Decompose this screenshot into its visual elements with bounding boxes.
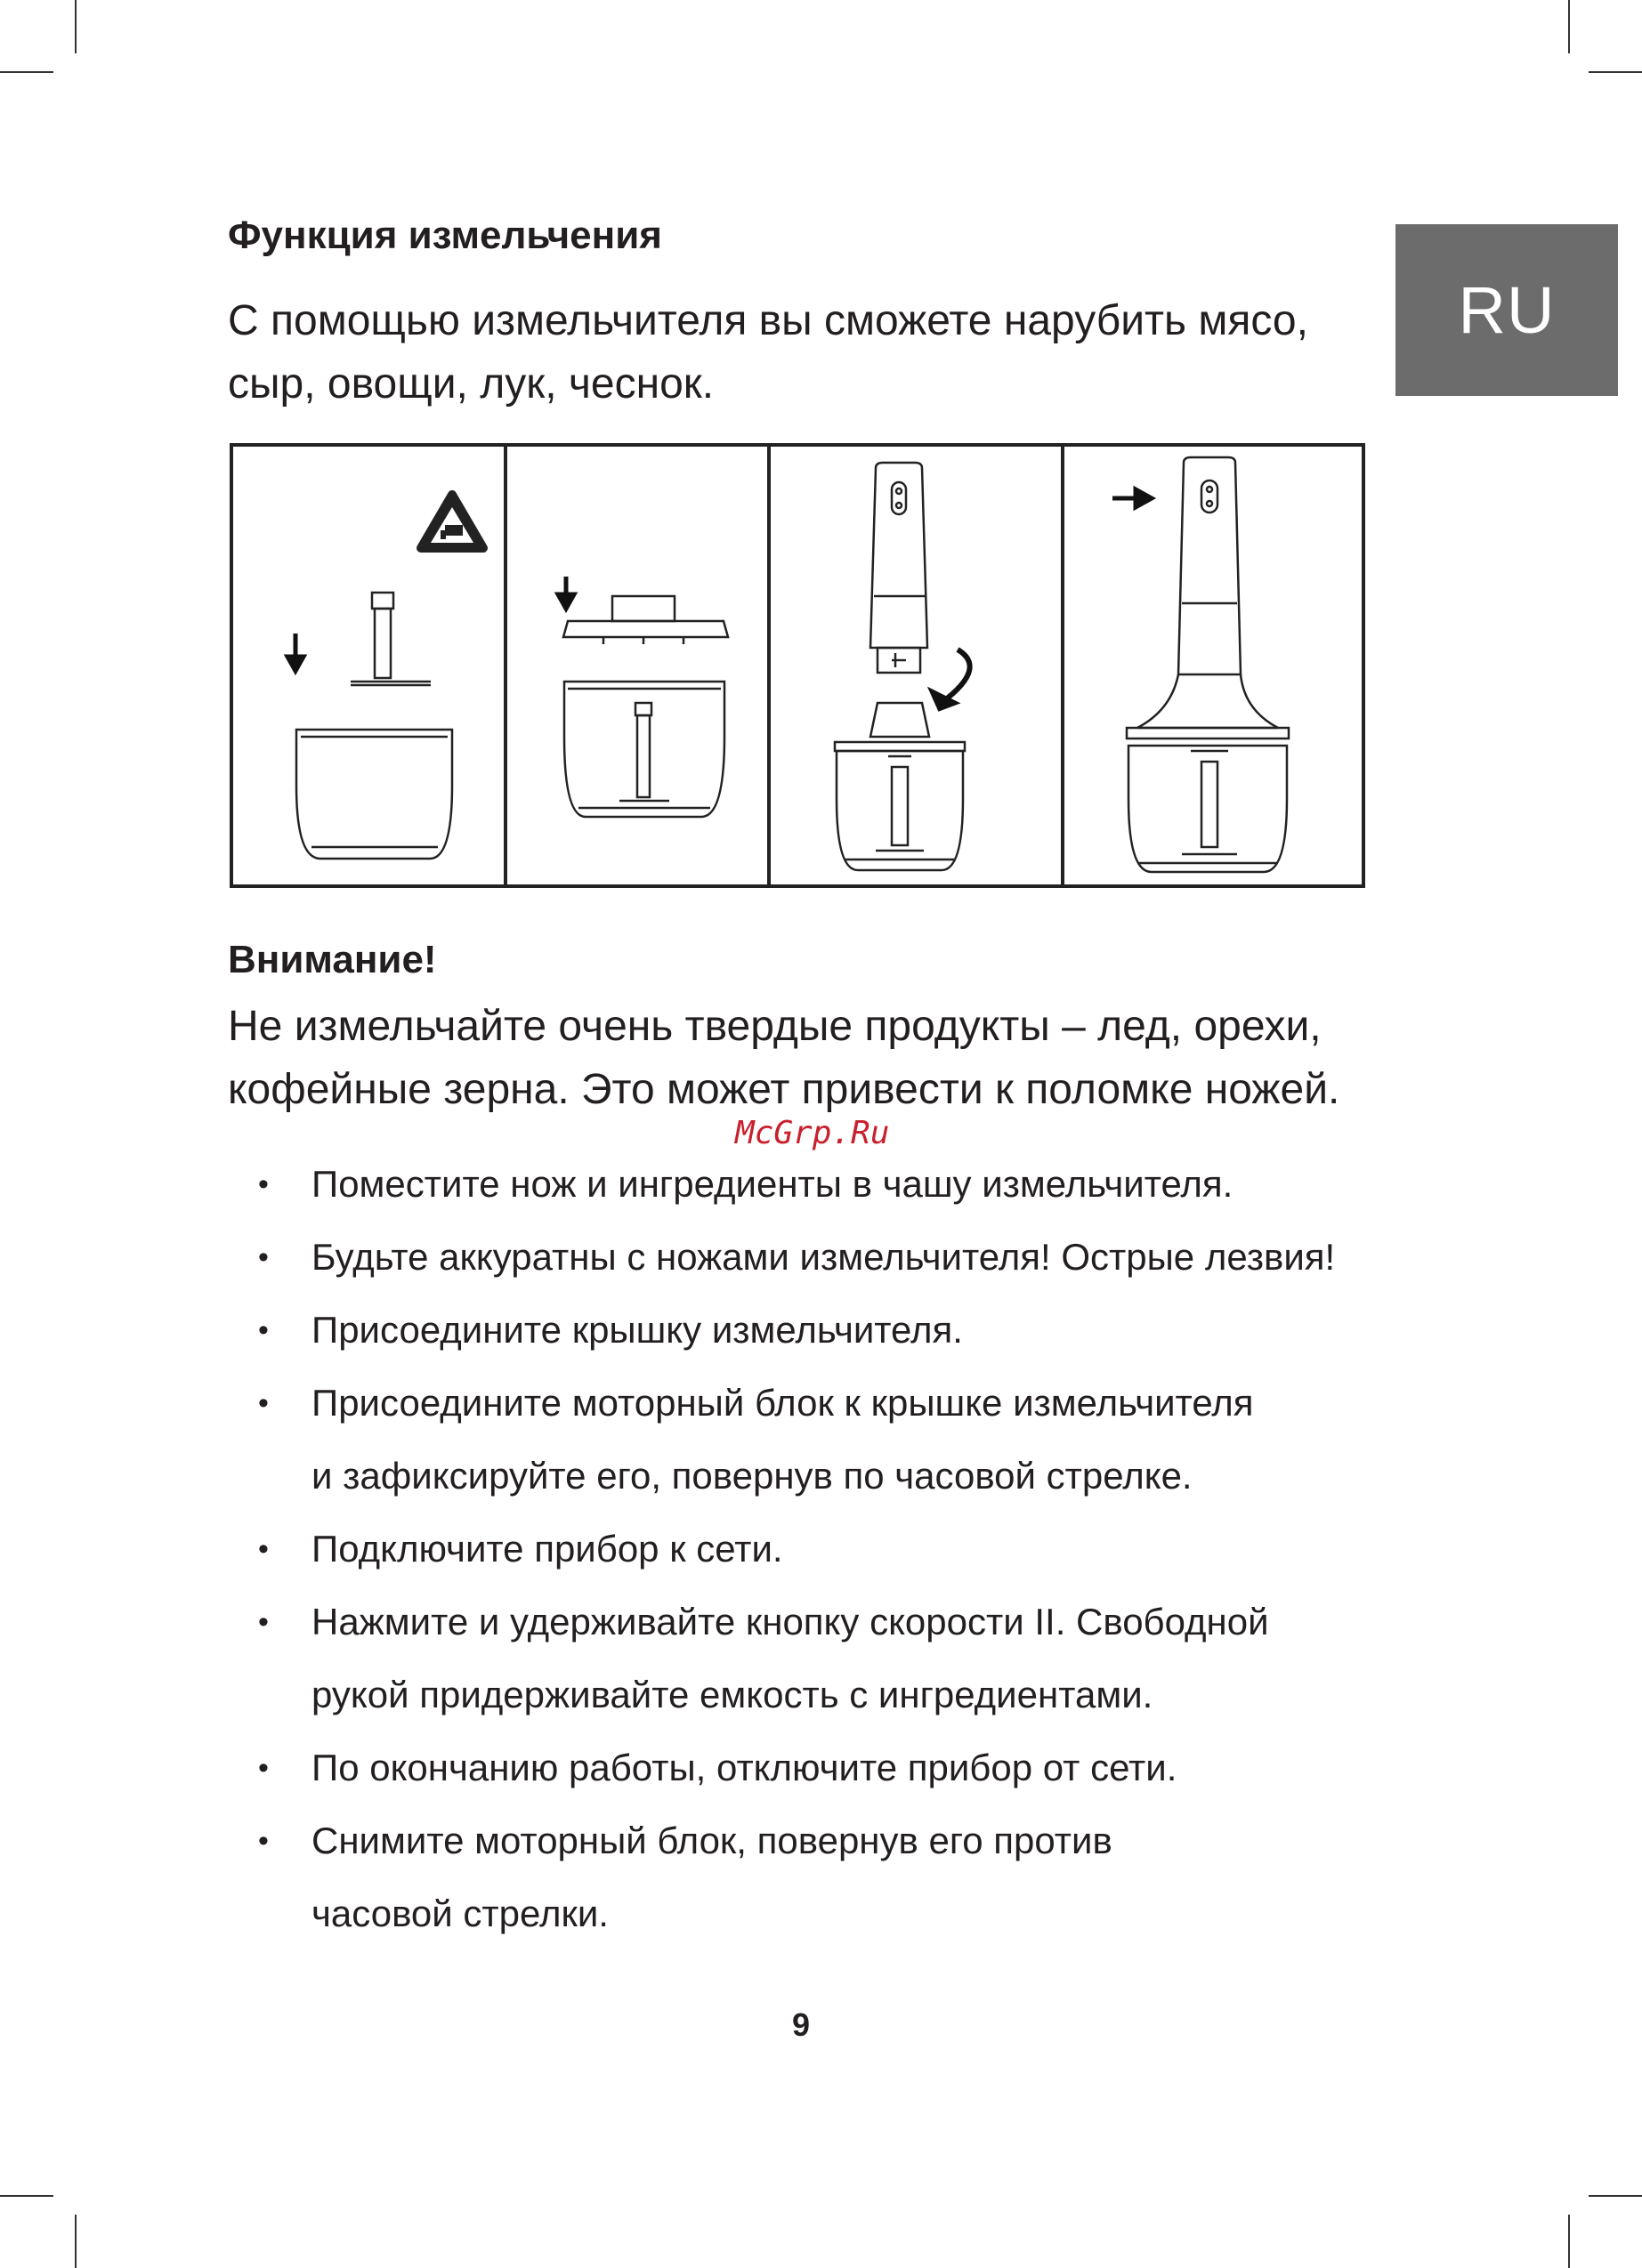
crop-mark xyxy=(1589,2195,1642,2197)
rotate-clockwise-arrow-icon xyxy=(933,650,970,708)
intro-line: сыр, овощи, лук, чеснок. xyxy=(228,360,715,408)
attention-title: Внимание! xyxy=(228,938,437,981)
language-tab: RU xyxy=(1395,224,1618,396)
bullet-icon: • xyxy=(258,1605,269,1639)
down-arrow-icon xyxy=(558,577,574,609)
step-3-attach-motor xyxy=(835,463,970,870)
list-item xyxy=(0,1731,1642,1804)
list-item-text: Нажмите и удерживайте кнопку скорости II. Свободной xyxy=(311,1601,1269,1642)
assembly-illustration xyxy=(230,443,1365,888)
list-item-text: По окончанию работы, отключите прибор от сети. xyxy=(311,1747,1177,1788)
right-arrow-icon xyxy=(1112,489,1152,507)
crop-mark xyxy=(1568,0,1570,53)
attention-line: кофейные зерна. Это может привести к поломке ножей. xyxy=(228,1066,1340,1113)
attention-text xyxy=(228,995,1474,1121)
bullet-icon: • xyxy=(258,1532,269,1566)
list-item xyxy=(0,1148,1642,1221)
crop-mark xyxy=(1568,2215,1570,2268)
list-item xyxy=(0,1221,1642,1294)
list-item-text: Будьте аккуратны с ножами измельчителя! Острые лезвия! xyxy=(311,1236,1336,1278)
list-item xyxy=(0,1294,1642,1367)
list-item-text: Присоедините крышку измельчителя. xyxy=(311,1309,963,1351)
crop-mark xyxy=(0,2195,53,2197)
section-heading: Функция измельчения xyxy=(228,214,662,257)
list-item xyxy=(0,1804,1642,1950)
attention-line: Не измельчайте очень твердые продукты – лед, орехи, xyxy=(228,1003,1322,1050)
crop-mark xyxy=(1589,71,1642,73)
bullet-icon: • xyxy=(258,1313,269,1347)
bullet-icon: • xyxy=(258,1386,269,1420)
list-item-text: и зафиксируйте его, повернув по часовой стрелке. xyxy=(311,1455,1193,1497)
list-item-text: часовой стрелки. xyxy=(311,1893,609,1934)
bullet-icon: • xyxy=(258,1240,269,1274)
step-4-press-speed-button xyxy=(1112,457,1289,872)
crop-mark xyxy=(0,71,53,73)
watermark: McGrp.Ru xyxy=(735,1115,890,1151)
list-item xyxy=(0,1367,1642,1513)
step-1-insert-blade xyxy=(287,495,483,859)
crop-mark xyxy=(75,0,77,53)
page-number: 9 xyxy=(791,2006,811,2043)
list-item-text: рукой придерживайте емкость с ингредиентами. xyxy=(311,1674,1153,1715)
bullet-icon: • xyxy=(258,1824,269,1858)
instruction-list xyxy=(0,1148,1642,1950)
step-2-attach-lid xyxy=(558,577,728,817)
intro-line: С помощью измельчителя вы сможете нарубить мясо, xyxy=(228,297,1308,344)
list-item-text: Подключите прибор к сети. xyxy=(311,1528,783,1570)
crop-mark xyxy=(75,2215,77,2268)
list-item-text: Присоедините моторный блок к крышке измельчителя xyxy=(311,1382,1254,1424)
intro-paragraph xyxy=(228,289,1385,416)
list-item-text: Поместите нож и ингредиенты в чашу измельчителя. xyxy=(311,1163,1234,1205)
list-item-text: Снимите моторный блок, повернув его против xyxy=(311,1820,1112,1861)
list-item xyxy=(0,1586,1642,1731)
list-item xyxy=(0,1513,1642,1586)
bullet-icon: • xyxy=(258,1167,269,1201)
bullet-icon: • xyxy=(258,1751,269,1785)
food-contact-warning-icon xyxy=(421,495,483,548)
down-arrow-icon xyxy=(287,634,303,671)
